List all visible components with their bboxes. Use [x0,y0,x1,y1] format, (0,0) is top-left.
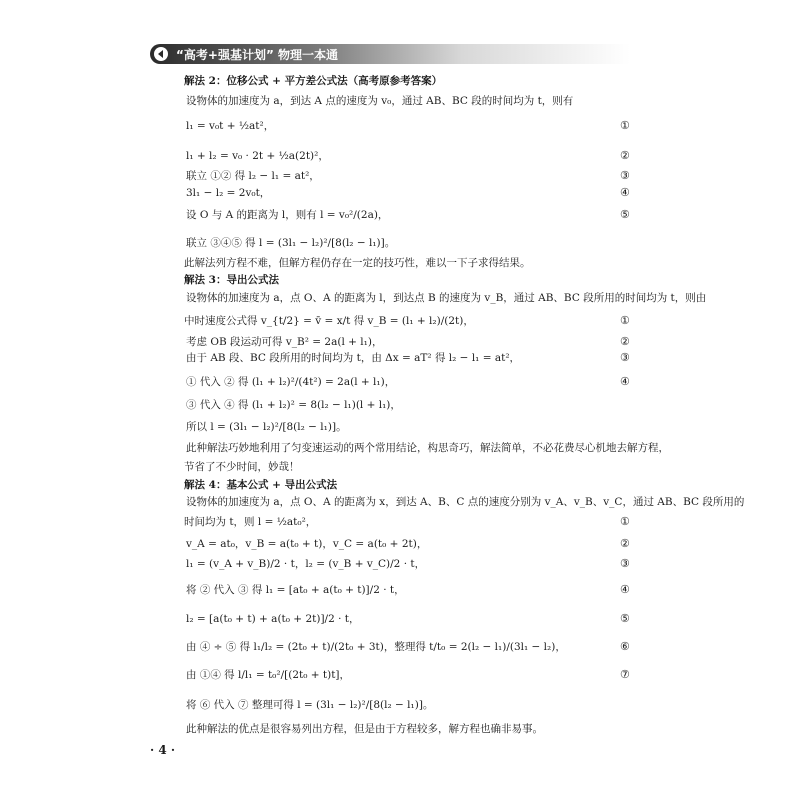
text-line: 设物体的加速度为 a，到达 A 点的速度为 v₀，通过 AB、BC 段的时间均为 t，则有 [186,95,574,107]
equation-line: 所以 l = (3l₁ − l₂)²/[8(l₂ − l₁)]。 [186,421,347,433]
equation-number: ③ [620,351,630,364]
equation-number: ③ [620,557,630,570]
equation-number: ② [620,537,630,550]
equation-number: ⑤ [620,208,630,221]
equation-line: l₁ = (v_A + v_B)/2 · t，l₂ = (v_B + v_C)/2 · t， [186,558,426,570]
equation-line: 由于 AB 段、BC 段所用的时间均为 t，由 Δx = aT² 得 l₂ − l₁ = at²， [186,352,521,364]
text-line: 设物体的加速度为 a，点 O、A 的距离为 l，到达点 B 的速度为 v_B，通过 AB、BC 段所用的时间均为 t，则由 [186,292,707,304]
header-title: “高考+强基计划” 物理一本通 [176,48,339,62]
equation-number: ④ [620,375,630,388]
text-line: 节省了不少时间，妙哉！ [184,461,300,473]
equation-number: ① [620,119,630,132]
equation-line: l₂ = [a(t₀ + t) + a(t₀ + 2t)]/2 · t， [186,613,360,625]
equation-line: 联立 ①② 得 l₂ − l₁ = at²， [186,170,320,182]
method2-heading: 解法 2：位移公式 + 平方差公式法（高考原参考答案） [184,75,443,87]
equation-number: ⑥ [620,640,630,653]
text-line: 设物体的加速度为 a，点 O、A 的距离为 x，到达 A、B、C 点的速度分别为 v_A、v_B、v_C，通过 AB、BC 段所用的 [186,496,745,508]
equation-line: 联立 ③④⑤ 得 l = (3l₁ − l₂)²/[8(l₂ − l₁)]。 [186,237,396,249]
equation-line: 将 ⑥ 代入 ⑦ 整理可得 l = (3l₁ − l₂)²/[8(l₂ − l₁)]。 [186,699,434,711]
equation-line: 时间均为 t，则 l = ½at₀²， [184,516,317,528]
equation-line: 3l₁ − l₂ = 2v₀t， [186,187,271,199]
equation-number: ④ [620,583,630,596]
method4-heading: 解法 4：基本公式 + 导出公式法 [184,479,338,491]
equation-line: 设 O 与 A 的距离为 l，则有 l = v₀²/(2a)， [186,209,389,221]
equation-number: ② [620,149,630,162]
equation-line: v_A = at₀，v_B = a(t₀ + t)，v_C = a(t₀ + 2t)， [186,538,428,550]
equation-number: ③ [620,169,630,182]
left-triangle-icon [154,47,168,61]
equation-number: ① [620,314,630,327]
equation-line: 由 ①④ 得 l/l₁ = t₀²/[(2t₀ + t)t]， [186,669,351,681]
equation-line: ① 代入 ② 得 (l₁ + l₂)²/(4t²) = 2a(l + l₁)， [186,376,396,388]
method3-heading: 解法 3：导出公式法 [184,274,279,286]
text-line: 此种解法巧妙地利用了匀变速运动的两个常用结论，构思奇巧，解法简单，不必花费尽心机地去解方程， [186,442,669,454]
equation-line: l₁ = v₀t + ½at²， [186,120,275,132]
equation-line: 将 ② 代入 ③ 得 l₁ = [at₀ + a(t₀ + t)]/2 · t， [186,584,405,596]
text-line: 此解法列方程不难，但解方程仍存在一定的技巧性，难以一下子求得结果。 [184,257,531,269]
equation-line: l₁ + l₂ = v₀ · 2t + ½a(2t)²， [186,150,329,162]
equation-number: ⑦ [620,668,630,681]
equation-number: ① [620,515,630,528]
equation-line: 考虑 OB 段运动可得 v_B² = 2a(l + l₁)， [186,336,383,348]
equation-number: ④ [620,186,630,199]
page-number: · 4 · [150,743,176,757]
equation-line: 由 ④ ÷ ⑤ 得 l₁/l₂ = (2t₀ + t)/(2t₀ + 3t)，整理得 t/t₀ = 2(l₂ − l₁)/(3l₁ − l₂)， [186,641,566,653]
equation-line: 中时速度公式得 v_{t/2} = v̄ = x/t 得 v_B = (l₁ + l₂)/(2t)， [184,315,474,327]
equation-line: ③ 代入 ④ 得 (l₁ + l₂)² = 8(l₂ − l₁)(l + l₁)， [186,399,401,411]
text-line: 此种解法的优点是很容易列出方程，但是由于方程较多，解方程也确非易事。 [186,723,543,735]
equation-number: ⑤ [620,612,630,625]
equation-number: ② [620,335,630,348]
